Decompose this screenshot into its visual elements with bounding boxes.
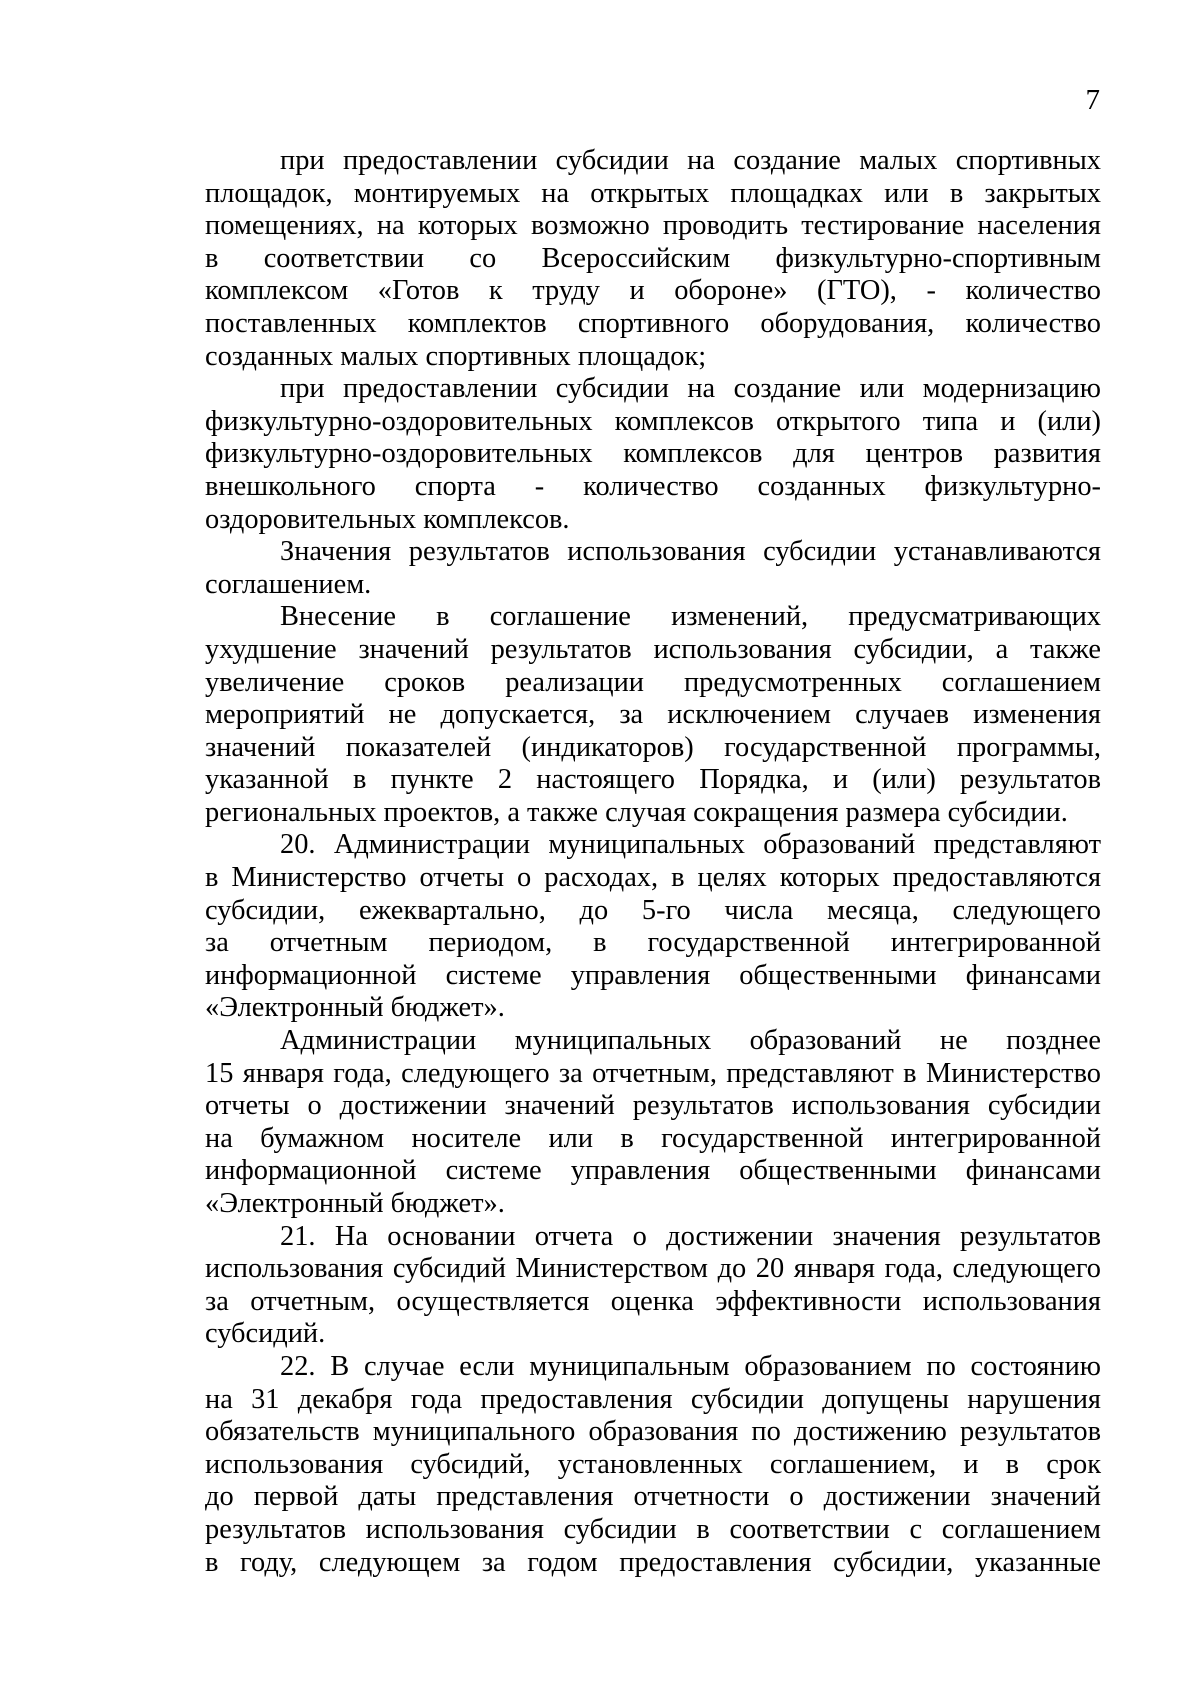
text-line: значений показателей (индикаторов) государственной программы,	[205, 731, 1101, 763]
text-line: до первой даты представления отчетности о достижении значений	[205, 1481, 1101, 1513]
text-line: соглашением.	[205, 568, 372, 600]
text-line: поставленных комплектов спортивного оборудования, количество	[205, 307, 1101, 339]
text-line: «Электронный бюджет».	[205, 1188, 505, 1219]
text-line: субсидий.	[205, 1318, 326, 1350]
text-line: указанной в пункте 2 настоящего Порядка, и (или) результатов	[205, 764, 1101, 796]
text-line: помещениях, на которых возможно проводить тестирование населения	[205, 210, 1101, 242]
text-line: в Министерство отчеты о расходах, в целях которых предоставляются	[205, 862, 1101, 894]
text-line: субсидии, ежеквартально, до 5-го числа месяца, следующего	[205, 894, 1101, 926]
text-line: при предоставлении субсидии на создание или модернизацию	[280, 373, 1101, 405]
text-line: на бумажном носителе или в государственной интегрированной	[205, 1122, 1101, 1154]
text-line: региональных проектов, а также случая сокращения размера субсидии.	[205, 796, 1068, 828]
text-line: отчеты о достижении значений результатов использования субсидии	[205, 1090, 1101, 1122]
text-line: внешкольного спорта - количество созданных физкультурно-	[205, 470, 1101, 502]
text-line: мероприятий не допускается, за исключением случаев изменения	[205, 699, 1101, 731]
paragraph	[205, 829, 1101, 1025]
text-line: 22. В случае если муниципальным образованием по состоянию	[280, 1350, 1101, 1382]
text-line: 15 января года, следующего за отчетным, представляют в Министерство	[205, 1057, 1101, 1089]
page-number: 7	[1085, 84, 1100, 116]
text-line: использования субсидий, установленных соглашением, и в срок	[205, 1448, 1101, 1480]
text-line: результатов использования субсидии в соответствии с соглашением	[205, 1513, 1101, 1545]
paragraph	[205, 145, 1101, 373]
text-line: Администрации муниципальных образований не позднее	[280, 1025, 1101, 1057]
text-line: Внесение в соглашение изменений, предусматривающих	[280, 601, 1101, 633]
text-line: Значения результатов использования субсидии устанавливаются	[280, 536, 1101, 568]
text-line: площадок, монтируемых на открытых площадках или в закрытых	[205, 177, 1101, 209]
text-line: физкультурно-оздоровительных комплексов открытого типа и (или)	[205, 405, 1101, 437]
body-text	[205, 145, 1101, 1579]
text-line: 20. Администрации муниципальных образований представляют	[280, 829, 1101, 861]
paragraph	[205, 1351, 1101, 1579]
text-line: оздоровительных комплексов.	[205, 503, 570, 535]
text-line: использования субсидий Министерством до 20 января года, следующего	[205, 1253, 1101, 1285]
text-line: комплексом «Готов к труду и обороне» (ГТО), - количество	[205, 275, 1101, 307]
text-line: «Электронный бюджет».	[205, 992, 505, 1024]
text-line: физкультурно-оздоровительных комплексов для центров развития	[205, 438, 1101, 470]
text-line: в соответствии со Всероссийским физкультурно-спортивным	[205, 242, 1101, 274]
text-line: в году, следующем за годом предоставления субсидии, указанные	[205, 1546, 1101, 1578]
text-line: ухудшение значений результатов использования субсидии, а также	[205, 633, 1101, 665]
text-line: обязательств муниципального образования по достижению результатов	[205, 1416, 1101, 1448]
paragraph	[205, 1025, 1101, 1221]
text-line: при предоставлении субсидии на создание малых спортивных	[280, 145, 1101, 176]
text-line: увеличение сроков реализации предусмотренных соглашением	[205, 666, 1101, 698]
paragraph	[205, 373, 1101, 536]
text-line: созданных малых спортивных площадок;	[205, 340, 707, 372]
text-line: на 31 декабря года предоставления субсидии допущены нарушения	[205, 1383, 1101, 1415]
text-line: за отчетным, осуществляется оценка эффективности использования	[205, 1285, 1101, 1317]
text-line: информационной системе управления общественными финансами	[205, 959, 1101, 991]
text-line: информационной системе управления общественными финансами	[205, 1155, 1101, 1187]
paragraph	[205, 536, 1101, 601]
text-line: за отчетным периодом, в государственной интегрированной	[205, 927, 1101, 959]
paragraph	[205, 1221, 1101, 1351]
text-line: 21. На основании отчета о достижении значения результатов	[280, 1220, 1101, 1252]
paragraph	[205, 601, 1101, 829]
